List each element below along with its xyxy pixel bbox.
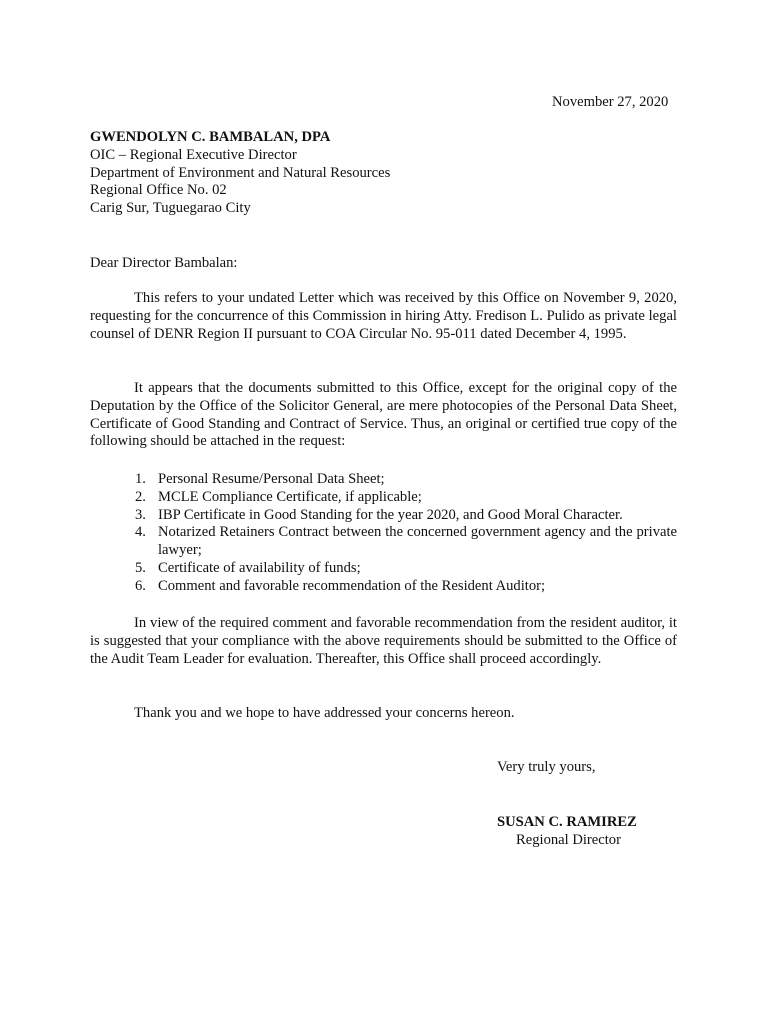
requirements-list [135, 471, 677, 596]
body-paragraph-4 [90, 705, 690, 723]
list-item [135, 489, 677, 507]
list-item-text: Comment and favorable recommendation of the Resident Auditor; [158, 577, 546, 594]
body-paragraph-3 [90, 615, 677, 668]
addressee-position: OIC – Regional Executive Director [90, 146, 297, 163]
list-item [135, 524, 677, 560]
body-paragraph-2-text: It appears that the documents submitted to this Office, except for the original copy of the Deputation by the Office of the Solicitor General, are mere photocopies of the Personal Data Sheet, Certificate of Good Standing and Contract of Service. Thus, an original or certified true copy of the following should be attached in the request: [90, 380, 677, 450]
list-item-text: IBP Certificate in Good Standing for the year 2020, and Good Moral Character. [158, 506, 623, 523]
list-item [135, 507, 677, 525]
letter-date: November 27, 2020 [552, 94, 669, 110]
signatory-title: Regional Director [516, 832, 621, 848]
list-item-text: Personal Resume/Personal Data Sheet; [158, 471, 385, 487]
list-item-text: MCLE Compliance Certificate, if applicable; [158, 488, 422, 505]
addressee-department: Department of Environment and Natural Resources [90, 164, 391, 181]
body-paragraph-3-text: In view of the required comment and favorable recommendation from the resident auditor, it is suggested that your compliance with the above requirements should be submitted to the Office of the Audit Team Leader for evaluation. Thereafter, this Office shall proceed accordingly. [90, 615, 677, 667]
body-paragraph-1-text: This refers to your undated Letter which was received by this Office on November 9, 2020, requesting for the concurrence of this Commission in hiring Atty. Fredison L. Pulido as private legal counsel of DENR Region II pursuant to COA Circular No. 95-011 dated December 4, 1995. [90, 290, 677, 342]
list-item [135, 578, 677, 596]
body-paragraph-2 [90, 380, 677, 451]
list-item-text: Certificate of availability of funds; [158, 559, 361, 576]
list-item-text: Notarized Retainers Contract between the concerned government agency and the private lawyer; [158, 524, 677, 559]
list-item-number: 5. [135, 559, 146, 576]
list-item-number: 6. [135, 577, 146, 594]
list-item-number: 4. [135, 524, 146, 541]
list-item [135, 471, 677, 489]
signatory-name: SUSAN C. RAMIREZ [497, 814, 637, 830]
body-paragraph-4-text: Thank you and we hope to have addressed your concerns hereon. [134, 705, 515, 721]
list-item [135, 560, 677, 578]
closing: Very truly yours, [497, 759, 596, 775]
addressee-block [90, 129, 390, 218]
salutation: Dear Director Bambalan: [90, 255, 238, 271]
list-item-number: 3. [135, 506, 146, 523]
body-paragraph-1 [90, 290, 677, 343]
addressee-office: Regional Office No. 02 [90, 182, 227, 199]
list-item-number: 1. [135, 471, 146, 487]
addressee-address: Carig Sur, Tuguegarao City [90, 200, 251, 217]
list-item-number: 2. [135, 488, 146, 505]
addressee-name: GWENDOLYN C. BAMBALAN, DPA [90, 129, 331, 145]
